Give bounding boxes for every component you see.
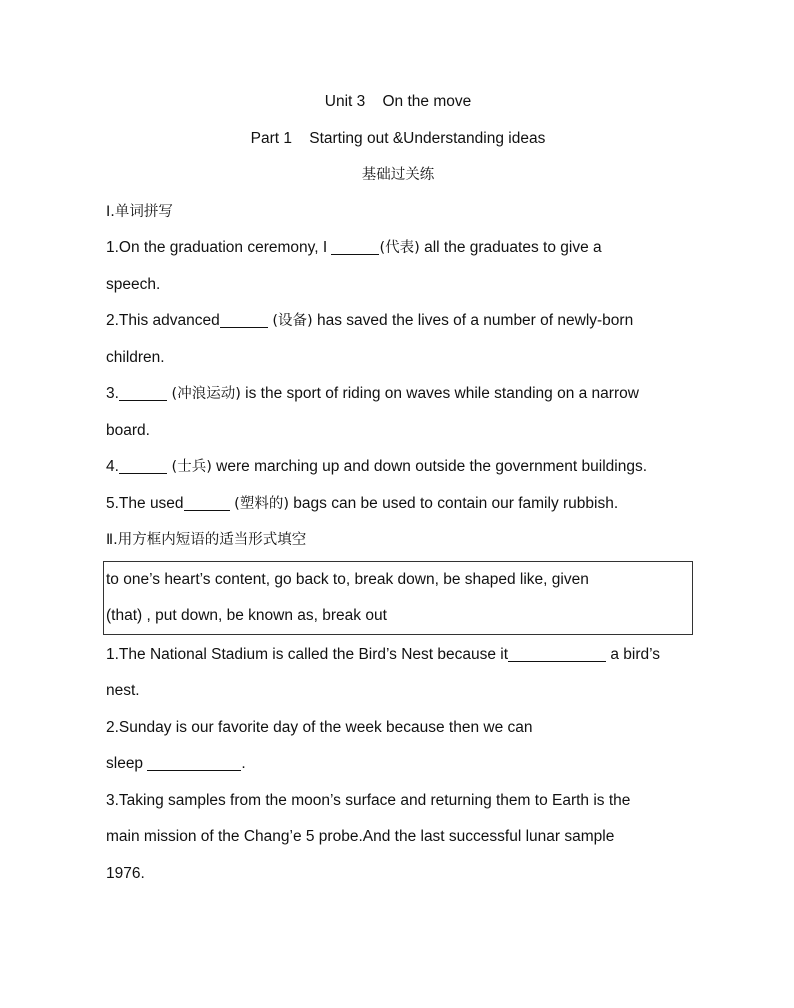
phrase-box-line2: (that) , put down, be known as, break out [106,606,387,624]
s1-item4-blank[interactable] [119,457,167,474]
s1-item5-prefix: 5.The used [106,494,184,512]
s2-item1-prefix: 1.The National Stadium is called the Bird’s Nest because it [106,645,509,663]
s2-item2-prefix: sleep [106,755,148,772]
s2-item1-suffix: a bird’s [606,645,661,663]
s2-item3-line2: main mission of the Chang’e 5 probe.And the last successful lunar sample [106,828,615,845]
s1-item1-hint: (代表) [379,240,420,256]
s1-item3-suffix: is the sport of riding on waves while standing on a narrow [240,385,639,402]
s2-item3-line3: 1976. [106,864,145,882]
unit-title: Unit 3 On the move [324,93,472,110]
phrase-box-line1: to one’s heart’s content, go back to, break down, be shaped like, given [106,570,589,588]
section2-heading: Ⅱ.用方框内短语的适当形式填空 [106,532,307,548]
s2-item2-blank[interactable] [147,754,241,771]
s2-item2-line2 [106,746,690,783]
s1-item4-suffix: were marching up and down outside the government buildings. [211,458,648,475]
s1-item2-blank[interactable] [220,311,268,328]
part-title: Part 1 Starting out &Understanding ideas [250,129,546,147]
section-title: 基础过关练 [361,167,435,183]
s2-item3-line1: 3.Taking samples from the moon’s surface and returning them to Earth is the [106,791,631,809]
s1-item1-prefix: 1.On the graduation ceremony, I [106,239,332,256]
s1-item4-prefix: 4. [106,458,119,475]
s1-item4-hint: (士兵) [166,459,212,475]
s1-item1-suffix: all the graduates to give a [419,239,602,256]
s1-item2-prefix: 2.This advanced [106,312,220,329]
s1-item2-hint: (设备) [267,313,313,329]
s1-item3-prefix: 3. [106,385,119,402]
s2-item2-line1: 2.Sunday is our favorite day of the week because then we can [106,718,533,736]
s1-item2-suffix: has saved the lives of a number of newly-born [312,312,634,329]
s1-item2-line [106,303,690,340]
section1-heading: Ⅰ.单词拼写 [106,203,173,220]
s2-item1-line [106,637,690,674]
s1-item2-continuation: children. [106,348,165,366]
document-content [106,84,690,892]
s1-item1-blank[interactable] [331,238,379,255]
s1-item1-continuation: speech. [106,275,161,293]
s2-item2-suffix: . [241,755,246,772]
s1-item3-line [106,376,690,413]
s2-item1-continuation: nest. [106,682,140,699]
s1-item5-hint: (塑料的) [229,495,289,512]
s1-item3-hint: (冲浪运动) [166,386,241,402]
s1-item3-blank[interactable] [119,384,167,401]
s1-item1-line [106,230,690,267]
s2-item1-blank[interactable] [508,645,606,662]
phrase-box [103,561,693,635]
s1-item3-continuation: board. [106,421,150,439]
s1-item5-blank[interactable] [184,494,230,511]
s1-item4-line [106,449,690,486]
s1-item5-line [106,486,690,523]
s1-item5-suffix: bags can be used to contain our family rubbish. [289,494,619,512]
